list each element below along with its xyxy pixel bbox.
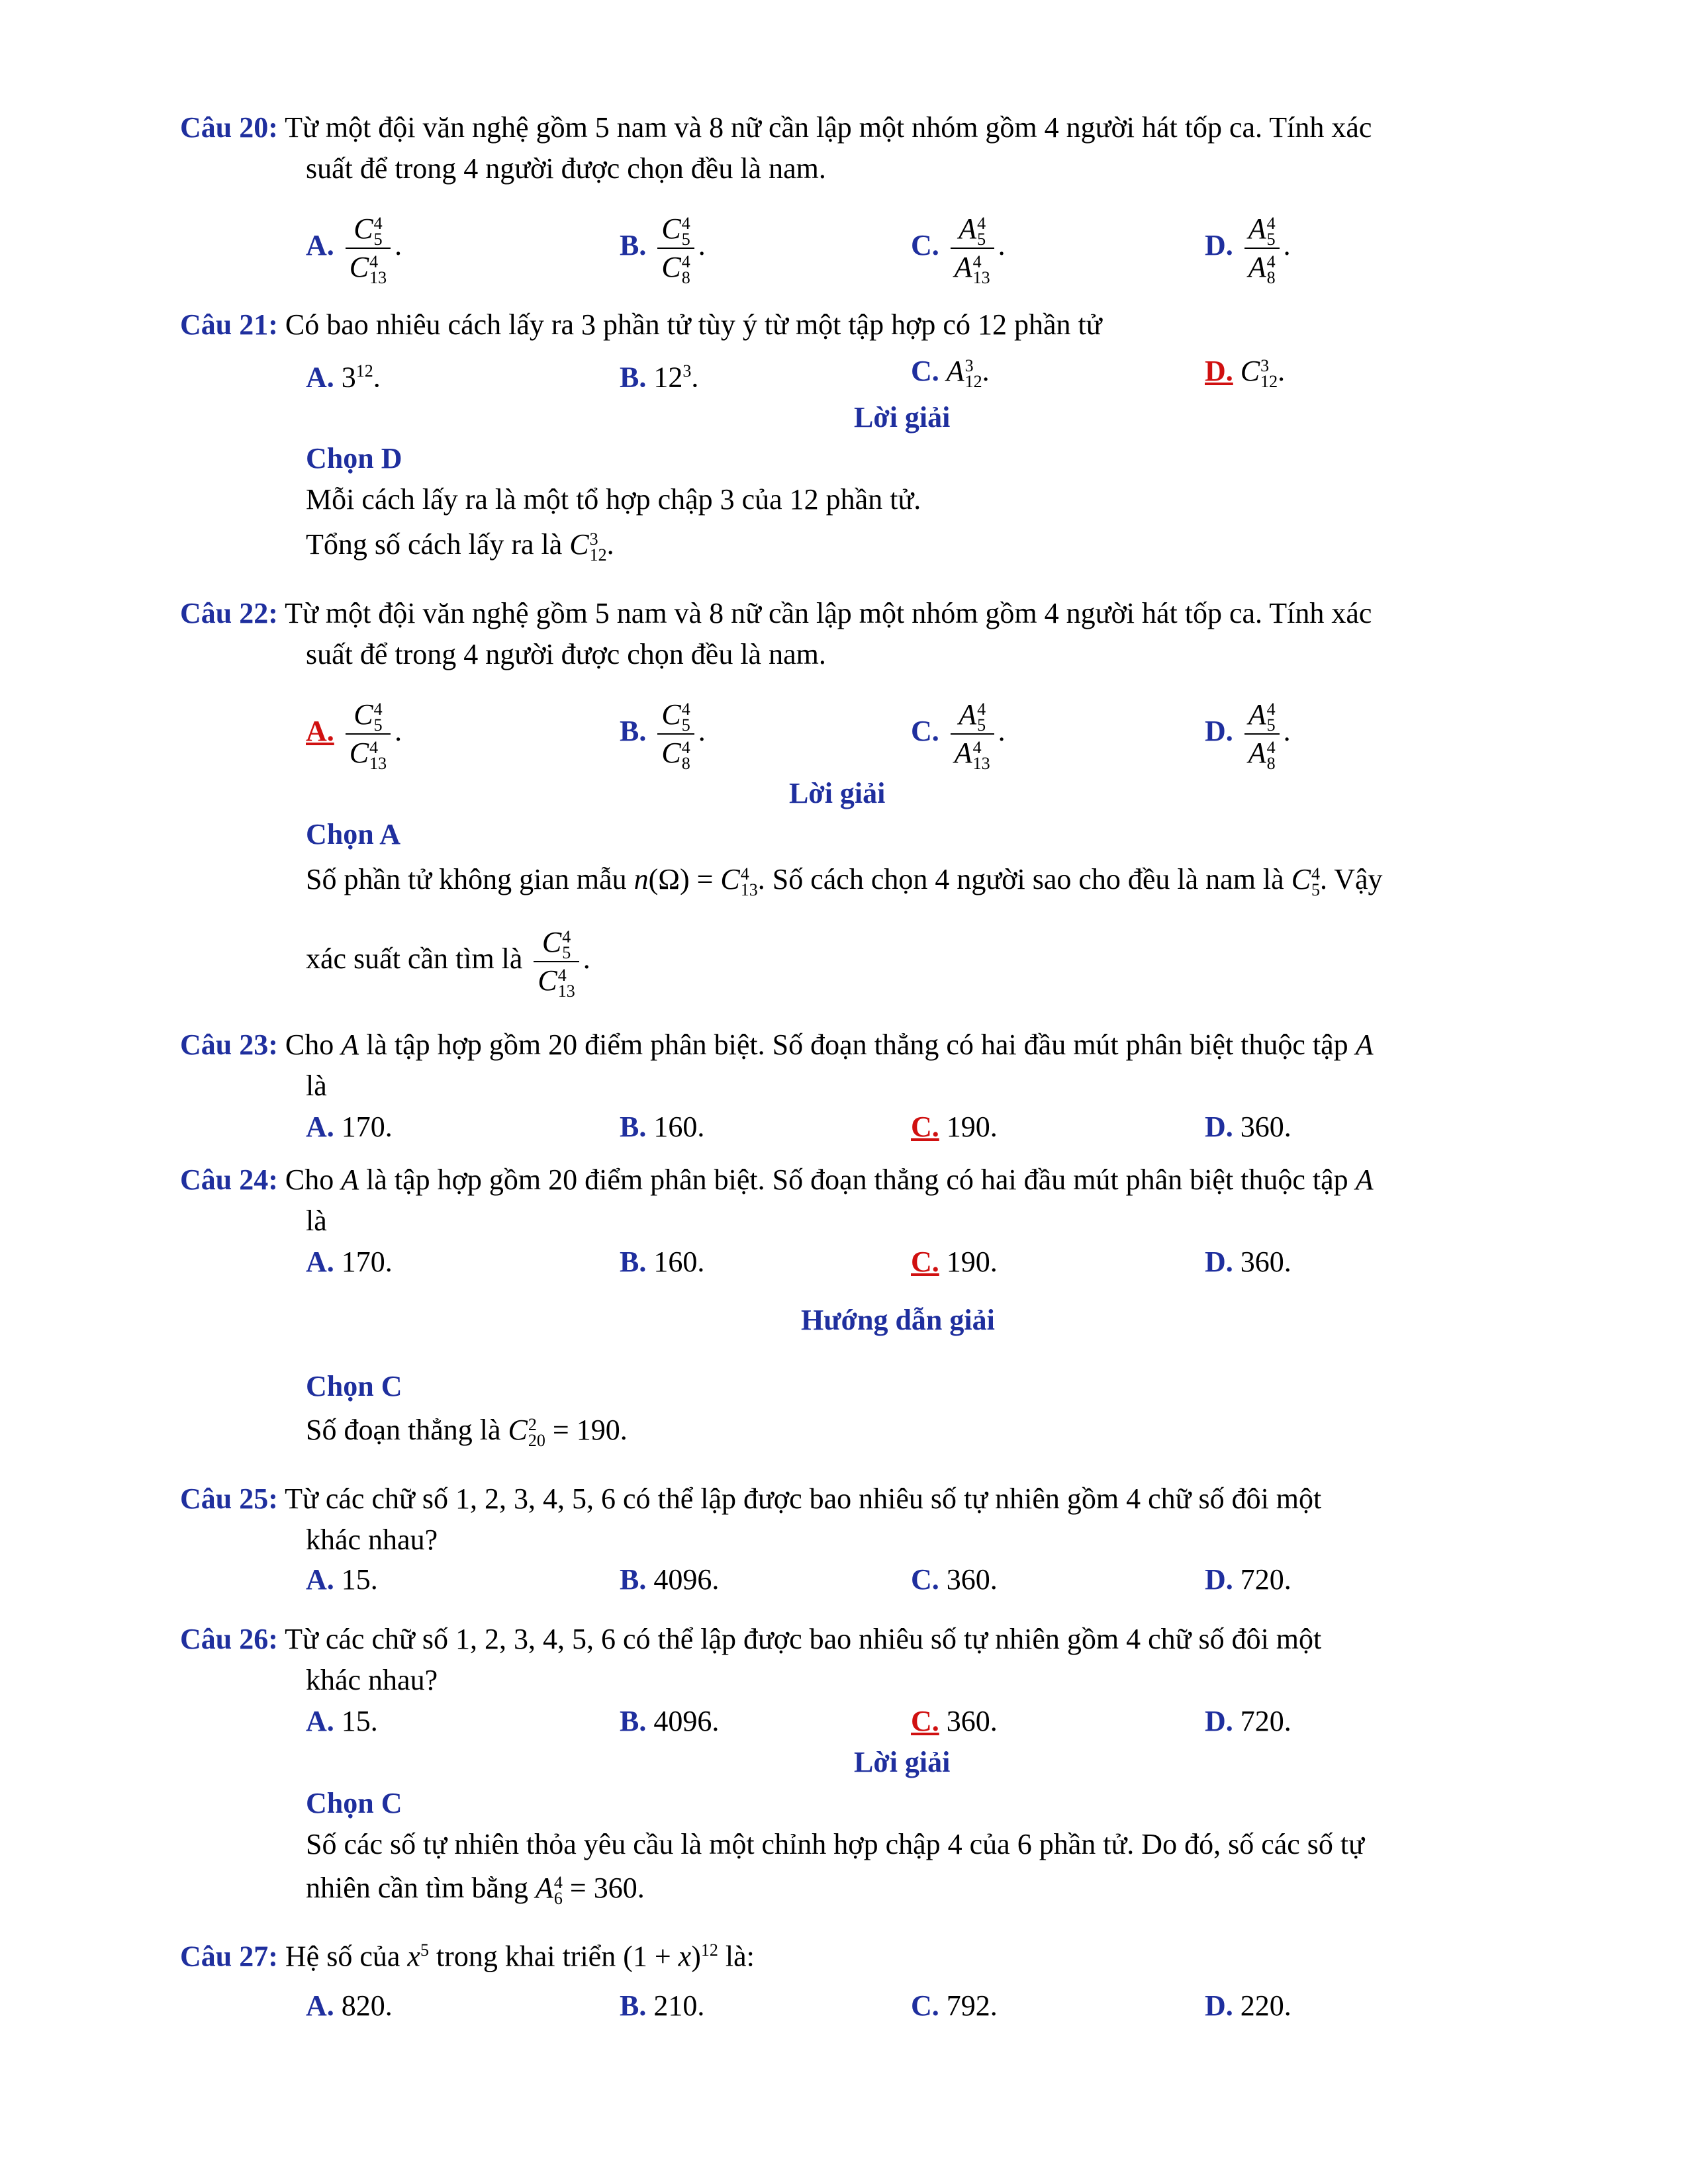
- option-a[interactable]: A. 170.: [306, 1111, 393, 1143]
- option-b[interactable]: B. $12^3$.: [620, 361, 699, 394]
- solution-text-2: xác suất cần tìm là C 4 5 C 4 13 .: [306, 924, 1504, 999]
- solution-text: Mỗi cách lấy ra là một tổ hợp chập 3 của 12 phần tử.: [306, 483, 921, 516]
- solution-heading: Hướng dẫn giải: [801, 1304, 995, 1336]
- question-label: Câu 27:: [180, 1940, 278, 1973]
- option-a[interactable]: A. C 4 5 C 4 13 .: [306, 696, 402, 772]
- answer-choice: Chọn C: [306, 1787, 402, 1819]
- option-c[interactable]: C. A 4 5 A 4 13 .: [911, 210, 1006, 286]
- option-d[interactable]: D. 720.: [1205, 1705, 1291, 1737]
- option-b[interactable]: B. 4096.: [620, 1705, 720, 1737]
- question-text-cont: là: [306, 1205, 327, 1237]
- question-text-cont: suất để trong 4 người được chọn đều là nam.: [306, 152, 826, 185]
- question-23: Câu 23: Cho A là tập hợp gồm 20 điểm phân biệt. Số đoạn thẳng có hai đầu mút phân biệt thuộc tập A là: [180, 1024, 1504, 1107]
- question-text-cont: khác nhau?: [306, 1524, 438, 1556]
- option-a[interactable]: A. 820.: [306, 1989, 393, 2022]
- option-a[interactable]: A. 170.: [306, 1246, 393, 1278]
- question-label: Câu 25:: [180, 1482, 278, 1515]
- question-26: [180, 1619, 1504, 1701]
- options-21: [306, 351, 1497, 392]
- question-27: Câu 27: Hệ số của $x^5$ trong khai triển $(1 + x)^{12}$ là:: [180, 1940, 755, 1973]
- option-c[interactable]: C. 792.: [911, 1989, 998, 2022]
- option-c[interactable]: C. A 4 5 A 4 13 .: [911, 696, 1006, 772]
- option-d[interactable]: D. C 3 12 .: [1205, 355, 1286, 391]
- question-text-cont: là: [306, 1069, 327, 1102]
- answer-choice: Chọn C: [306, 1370, 402, 1402]
- option-b[interactable]: B. 4096.: [620, 1563, 720, 1596]
- option-d[interactable]: D. 360.: [1205, 1246, 1291, 1278]
- answer-choice: Chọn D: [306, 442, 402, 475]
- question-text: Từ các chữ số 1, 2, 3, 4, 5, 6 có thể lập được bao nhiêu số tự nhiên gồm 4 chữ số đôi một: [285, 1623, 1322, 1655]
- option-c[interactable]: C. A 3 12 .: [911, 355, 990, 391]
- option-a[interactable]: A. 15.: [306, 1563, 378, 1596]
- options-24: [306, 1242, 1497, 1283]
- question-24: Câu 24: Cho A là tập hợp gồm 20 điểm phân biệt. Số đoạn thẳng có hai đầu mút phân biệt thuộc tập A là: [180, 1160, 1504, 1242]
- options-20: [306, 210, 1497, 287]
- question-text-cont: suất để trong 4 người được chọn đều là nam.: [306, 638, 826, 670]
- option-d[interactable]: D. A 4 5 A 4 8 .: [1205, 210, 1291, 286]
- solution-heading: Lời giải: [854, 401, 951, 433]
- option-c[interactable]: C. 190.: [911, 1246, 998, 1278]
- options-23: [306, 1107, 1497, 1148]
- option-c[interactable]: C. 360.: [911, 1563, 998, 1596]
- options-22: [306, 696, 1497, 773]
- question-label: Câu 21:: [180, 308, 278, 341]
- solution-text: Số các số tự nhiên thỏa yêu cầu là một chỉnh hợp chập 4 của 6 phần tử. Do đó, số các số tự: [306, 1828, 1364, 1860]
- option-b[interactable]: B. C 4 5 C 4 8 .: [620, 696, 706, 772]
- solution-text: Số đoạn thẳng là C 2 20 = 190.: [306, 1414, 628, 1450]
- option-a[interactable]: A. 15.: [306, 1705, 378, 1737]
- option-a[interactable]: A. $3^{12}$.: [306, 361, 381, 394]
- question-21: [180, 304, 1504, 345]
- question-text: Từ các chữ số 1, 2, 3, 4, 5, 6 có thể lập được bao nhiêu số tự nhiên gồm 4 chữ số đôi một: [285, 1482, 1322, 1515]
- option-c[interactable]: C. 360.: [911, 1705, 998, 1737]
- question-text: Có bao nhiêu cách lấy ra 3 phần tử tùy ý từ một tập hợp có 12 phần tử: [285, 308, 1102, 341]
- question-text-cont: khác nhau?: [306, 1664, 438, 1696]
- option-b[interactable]: B. 160.: [620, 1111, 705, 1143]
- question-20: [180, 107, 1504, 189]
- solution-heading: Lời giải: [854, 1746, 951, 1778]
- question-label: Câu 23:: [180, 1028, 278, 1061]
- question-label: Câu 26:: [180, 1623, 278, 1655]
- question-25: [180, 1479, 1504, 1561]
- question-label: Câu 20:: [180, 111, 278, 144]
- solution-text-2: Tổng số cách lấy ra là C 3 12 .: [306, 528, 614, 565]
- option-b[interactable]: B. 210.: [620, 1989, 705, 2022]
- answer-choice: Chọn A: [306, 818, 401, 850]
- option-d[interactable]: D. A 4 5 A 4 8 .: [1205, 696, 1291, 772]
- solution-text-2: nhiên cần tìm bằng A 4 6 = 360.: [306, 1872, 645, 1908]
- option-b[interactable]: B. 160.: [620, 1246, 705, 1278]
- question-text: Từ một đội văn nghệ gồm 5 nam và 8 nữ cần lập một nhóm gồm 4 người hát tốp ca. Tính xác: [285, 597, 1372, 629]
- question-22: [180, 593, 1504, 675]
- solution-heading: Lời giải: [789, 777, 886, 809]
- option-d[interactable]: D. 360.: [1205, 1111, 1291, 1143]
- question-text: Từ một đội văn nghệ gồm 5 nam và 8 nữ cần lập một nhóm gồm 4 người hát tốp ca. Tính xác: [285, 111, 1372, 144]
- options-25: [306, 1559, 1497, 1600]
- question-label: Câu 22:: [180, 597, 278, 629]
- options-27: [306, 1985, 1497, 2026]
- question-label: Câu 24:: [180, 1163, 278, 1196]
- options-26: [306, 1701, 1497, 1742]
- option-b[interactable]: B. C 4 5 C 4 8 .: [620, 210, 706, 286]
- solution-text: Số phần tử không gian mẫu n(Ω) = C 4 13 . Số cách chọn 4 người sao cho đều là nam là C 4 5 . Vậy: [306, 863, 1383, 899]
- option-d[interactable]: D. 220.: [1205, 1989, 1291, 2022]
- option-c[interactable]: C. 190.: [911, 1111, 998, 1143]
- option-a[interactable]: A. C 4 5 C 4 13 .: [306, 210, 402, 286]
- option-d[interactable]: D. 720.: [1205, 1563, 1291, 1596]
